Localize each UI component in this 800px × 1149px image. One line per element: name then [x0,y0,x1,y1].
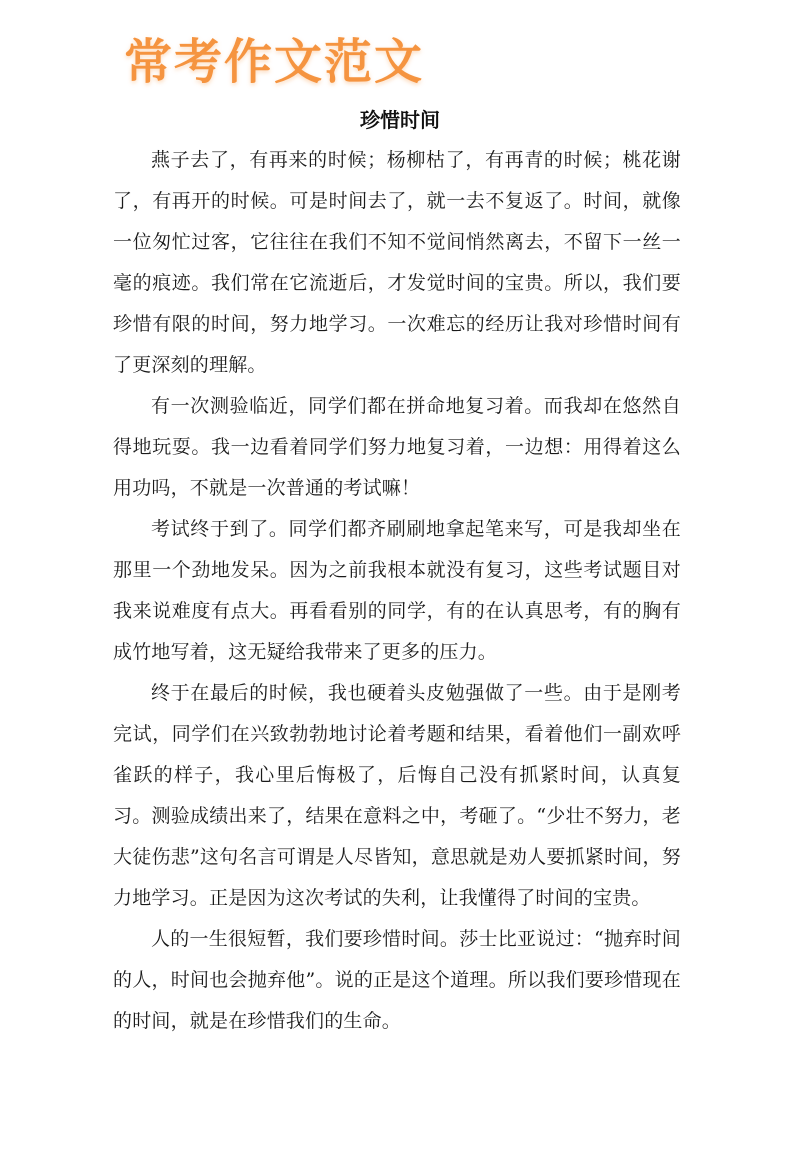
paragraph-4: 终于在最后的时候，我也硬着头皮勉强做了一些。由于是刚考完试，同学们在兴致勃勃地讨论着考题和结果，看着他们一副欢呼雀跃的样子，我心里后悔极了，后悔自己没有抓紧时间，认真复习。测验成绩出来了，结果在意料之中，考砸了。“少壮不努力，老大徒伤悲”这句名言可谓是人尽皆知，意思就是劝人要抓紧时间，努力地学习。正是因为这次考试的失利，让我懂得了时间的宝贵。 [113,682,681,909]
paragraph-5: 人的一生很短暂，我们要珍惜时间。莎士比亚说过：“抛弃时间的人，时间也会抛弃他”。说的正是这个道理。所以我们要珍惜现在的时间，就是在珍惜我们的生命。 [113,928,681,1032]
essay-title-text: 珍惜时间 [360,108,440,132]
essay-title [0,104,800,133]
paragraph-3: 考试终于到了。同学们都齐刷刷地拿起笔来写，可是我却坐在那里一个劲地发呆。因为之前我根本就没有复习，这些考试题目对我来说难度有点大。再看看别的同学，有的在认真思考，有的胸有成竹地写着，这无疑给我带来了更多的压力。 [113,518,681,663]
banner-heading: 常考作文范文 [124,34,425,90]
essay-body [113,140,681,1042]
paragraph-2: 有一次测验临近，同学们都在拼命地复习着。而我却在悠然自得地玩耍。我一边看着同学们努力地复习着，一边想：用得着这么用功吗，不就是一次普通的考试嘛！ [113,395,681,499]
paragraph-1: 燕子去了，有再来的时候；杨柳枯了，有再青的时候；桃花谢了，有再开的时候。可是时间去了，就一去不复返了。时间，就像一位匆忙过客，它往往在我们不知不觉间悄然离去，不留下一丝一毫的痕迹。我们常在它流逝后，才发觉时间的宝贵。所以，我们要珍惜有限的时间，努力地学习。一次难忘的经历让我对珍惜时间有了更深刻的理解。 [113,149,681,376]
